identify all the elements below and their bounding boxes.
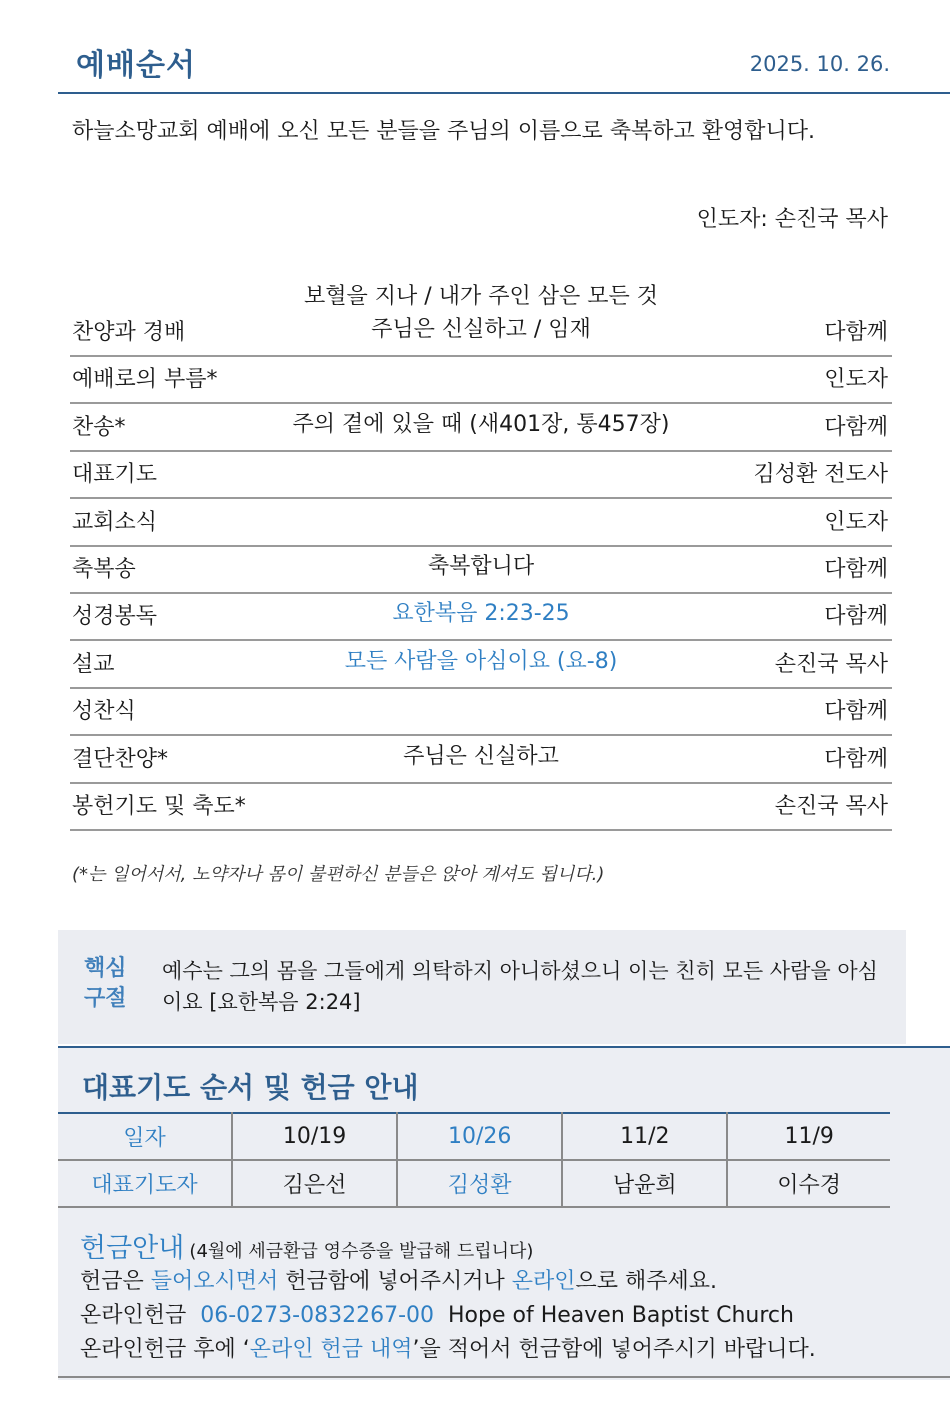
order-item-leader: 다함께 — [824, 320, 888, 345]
offering-text: 으로 해주세요. — [575, 1269, 718, 1294]
offering-heading — [80, 1226, 940, 1265]
order-row — [70, 784, 892, 831]
table-cell-current: 10/26 — [397, 1113, 562, 1160]
table-cell: 11/9 — [727, 1113, 890, 1160]
prayer-offering-section — [58, 1046, 950, 1380]
order-row — [70, 641, 892, 688]
order-item-content: 주님은 신실하고 — [403, 743, 559, 769]
section-divider — [58, 1376, 950, 1378]
offering-highlight: 온라인 — [511, 1269, 576, 1294]
order-item-name: 예배로의 부름* — [72, 367, 218, 393]
table-cell: 김은선 — [232, 1160, 397, 1207]
key-verse-label-line: 핵심 — [84, 956, 127, 981]
order-item-leader: 김성환 전도사 — [753, 462, 888, 488]
service-date: 2025. 10. 26. — [749, 52, 890, 76]
order-item-leader: 다함께 — [824, 604, 888, 630]
order-item-content — [210, 280, 752, 346]
bank-account-number: 06-0273-0832267-00 — [200, 1303, 435, 1328]
offering-text: 헌금함에 넣어주시거나 — [278, 1269, 512, 1294]
key-verse-label — [84, 954, 127, 1014]
order-item-leader: 인도자 — [824, 367, 888, 393]
order-item-name: 설교 — [72, 651, 115, 677]
order-item-name: 성찬식 — [72, 699, 136, 725]
order-row — [70, 736, 892, 783]
section-title: 대표기도 순서 및 헌금 안내 — [82, 1071, 419, 1104]
order-row — [70, 594, 892, 641]
offering-text: 온라인헌금 후에 ‘ — [80, 1337, 250, 1362]
order-row — [70, 689, 892, 736]
order-item-content: 주의 곁에 있을 때 (새401장, 통457장) — [292, 411, 670, 437]
sermon-title: 모든 사람을 아심이요 (요-8) — [344, 648, 618, 674]
order-item-name: 찬양과 경배 — [72, 320, 186, 345]
order-item-leader: 손진국 목사 — [774, 651, 888, 677]
section-divider — [58, 1046, 950, 1048]
order-item-name: 교회소식 — [72, 509, 158, 535]
table-cell: 11/2 — [562, 1113, 727, 1160]
offering-title: 헌금안내 — [80, 1233, 185, 1264]
order-item-leader: 인도자 — [824, 509, 888, 535]
offering-line — [80, 1333, 940, 1367]
order-item-name: 대표기도 — [72, 462, 158, 488]
standing-note: (*는 일어서서, 노약자나 몸이 불편하신 분들은 앉아 계셔도 됩니다.) — [72, 864, 605, 885]
offering-line — [80, 1299, 940, 1333]
page-title: 예배순서 — [76, 48, 196, 83]
page-header — [0, 0, 950, 96]
welcome-message: 하늘소망교회 예배에 오신 모든 분들을 주님의 이름으로 축복하고 환영합니다. — [72, 119, 816, 144]
order-item-name: 성경봉독 — [72, 604, 158, 630]
order-item-leader: 다함께 — [824, 699, 888, 725]
order-row — [70, 280, 892, 357]
order-item-leader: 다함께 — [824, 746, 888, 772]
table-cell-current: 김성환 — [397, 1160, 562, 1207]
account-holder: Hope of Heaven Baptist Church — [434, 1303, 794, 1328]
order-row — [70, 452, 892, 499]
table-cell: 이수경 — [727, 1160, 890, 1207]
key-verse-text: 예수는 그의 몸을 그들에게 의탁하지 아니하셨으니 이는 친히 모든 사람을 아심이요 [요한복음 2:24] — [162, 959, 878, 1014]
order-row — [70, 547, 892, 594]
table-cell: 남윤희 — [562, 1160, 727, 1207]
date-header: 일자 — [58, 1113, 232, 1160]
order-item-name: 찬송* — [72, 414, 126, 440]
key-verse-label-line: 구절 — [84, 986, 127, 1011]
offering-info — [80, 1226, 940, 1367]
order-row — [70, 357, 892, 404]
key-verse-box — [58, 930, 906, 1044]
prayer-leader-header: 대표기도자 — [58, 1160, 232, 1207]
offering-text: 헌금은 — [80, 1269, 151, 1294]
scripture-reference: 요한복음 2:23-25 — [392, 601, 570, 627]
order-item-leader: 손진국 목사 — [774, 793, 888, 819]
header-divider — [58, 92, 950, 94]
order-item-content-line: 보혈을 지나 / 내가 주인 삼은 모든 것 — [304, 284, 658, 309]
offering-subtitle: (4월에 세금환급 영수증을 발급해 드립니다) — [189, 1241, 534, 1262]
order-item-name: 결단찬양* — [72, 746, 169, 772]
offering-text: ’을 적어서 헌금함에 넣어주시기 바랍니다. — [412, 1337, 816, 1362]
table-row — [58, 1113, 890, 1160]
order-item-name: 봉헌기도 및 축도* — [72, 793, 246, 819]
offering-line — [80, 1265, 940, 1299]
order-item-leader: 다함께 — [824, 556, 888, 582]
table-row — [58, 1160, 890, 1207]
order-item-name: 축복송 — [72, 556, 136, 582]
order-item-content: 축복합니다 — [427, 553, 535, 579]
offering-highlight: 들어오시면서 — [150, 1269, 279, 1294]
order-of-worship — [70, 280, 892, 831]
prayer-schedule-table — [58, 1112, 890, 1208]
offering-highlight: 온라인 헌금 내역 — [249, 1337, 413, 1362]
order-item-leader: 다함께 — [824, 414, 888, 440]
order-item-content-line: 주님은 신실하고 / 임재 — [371, 317, 591, 342]
offering-text: 온라인헌금 — [80, 1303, 201, 1328]
order-row — [70, 404, 892, 451]
worship-leader: 인도자: 손진국 목사 — [696, 207, 888, 232]
order-row — [70, 499, 892, 546]
table-cell: 10/19 — [232, 1113, 397, 1160]
